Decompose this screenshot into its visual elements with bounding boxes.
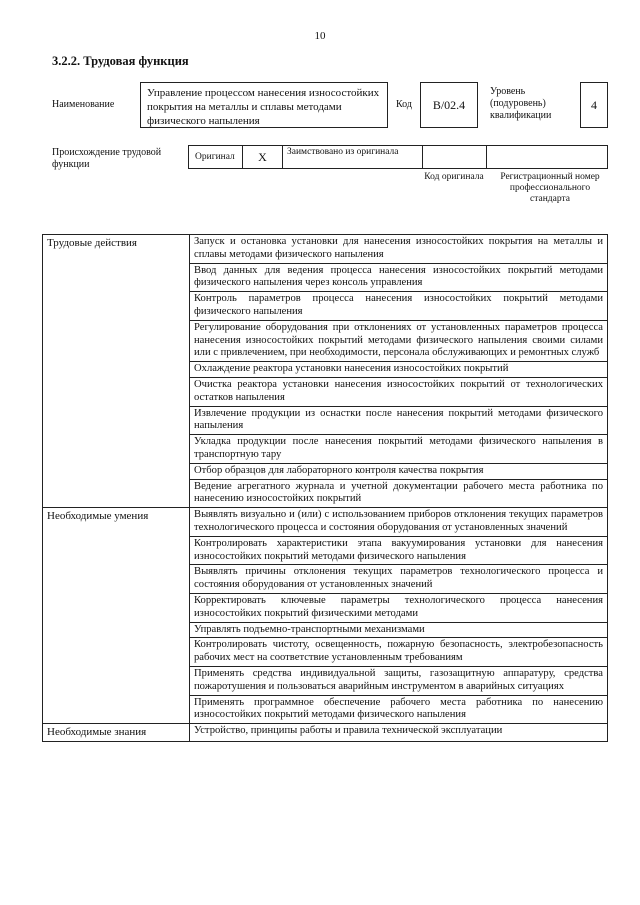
item-cell: Охлаждение реактора установки нанесения износостойких покрытий [190, 362, 608, 378]
function-table [42, 234, 608, 742]
item-cell: Выявлять причины отклонения текущих параметров технологического процесса и состояния оборудования от установленных значений [190, 565, 608, 594]
item-cell: Контроль параметров процесса нанесения износостойких покрытий методами физического напыления [190, 292, 608, 321]
level-value: 4 [580, 82, 608, 128]
section-title: 3.2.2. Трудовая функция [52, 54, 189, 68]
table-row [43, 235, 608, 264]
table-row [43, 724, 608, 742]
item-cell: Очистка реактора установки нанесения износостойких покрытий от технологических остатков напыления [190, 377, 608, 406]
origin-label: Происхождение трудовой функции [52, 147, 162, 170]
code-original-label: Код оригинала [424, 172, 484, 182]
origin-row [188, 145, 608, 169]
borrowed-label: Заимствовано из оригинала [283, 146, 423, 168]
item-cell: Ввод данных для ведения процесса нанесения износостойких покрытий методами физического напыления через консоль управления [190, 263, 608, 292]
item-cell: Отбор образцов для лабораторного контроля качества покрытия [190, 463, 608, 479]
original-label: Оригинал [189, 146, 243, 168]
category-cell: Необходимые умения [43, 508, 190, 724]
reg-number-label: Регистрационный номер профессионального стандарта [500, 172, 600, 204]
item-cell: Выявлять визуально и (или) с использованием приборов отклонения текущих параметров технологического процесса и состояния оборудования от установленных значений [190, 508, 608, 537]
item-cell: Укладка продукции после нанесения покрытий методами физического напыления в транспортную тару [190, 435, 608, 464]
item-cell: Запуск и остановка установки для нанесения износостойких покрытия на металлы и сплавы методами физического напыления [190, 235, 608, 264]
item-cell: Контролировать характеристики этапа вакуумирования установки для нанесения износостойких покрытий методами физического напыления [190, 536, 608, 565]
item-cell: Применять программное обеспечение рабочего места работника по нанесению износостойких покрытий методами физического напыления [190, 695, 608, 724]
item-cell: Извлечение продукции из оснастки после нанесения покрытий методами физического напыления [190, 406, 608, 435]
code-value: В/02.4 [420, 82, 478, 128]
item-cell: Управлять подъемно-транспортными механизмами [190, 622, 608, 638]
level-label: Уровень (подуровень) квалификации [490, 86, 552, 121]
category-cell: Трудовые действия [43, 235, 190, 508]
origin-reg-cell [487, 146, 607, 168]
item-cell: Корректировать ключевые параметры технологического процесса нанесения износостойких покрытий физическими методами [190, 593, 608, 622]
item-cell: Регулирование оборудования при отклонениях от установленных параметров процесса нанесения износостойких покрытий методами физического напыления своими силами или с привлечением, при необходимости, персонала обслуживающих и ремонтных служб [190, 320, 608, 361]
name-label: Наименование [52, 99, 115, 110]
code-label: Код [396, 99, 412, 110]
page-number: 10 [314, 30, 326, 42]
origin-code-cell [423, 146, 487, 168]
category-cell: Необходимые знания [43, 724, 190, 742]
item-cell: Ведение агрегатного журнала и учетной документации рабочего места работника по нанесению износостойких покрытий [190, 479, 608, 508]
item-cell: Устройство, принципы работы и правила технической эксплуатации [190, 724, 608, 742]
function-name: Управление процессом нанесения износостойких покрытия на металлы и сплавы методами физического напыления [140, 82, 388, 128]
item-cell: Применять средства индивидуальной защиты, газозащитную аппаратуру, средства пожаротушения и пользоваться аварийным инструментом в аварийных ситуациях [190, 666, 608, 695]
original-mark: X [243, 146, 283, 168]
item-cell: Контролировать чистоту, освещенность, пожарную безопасность, электробезопасность рабочих мест на соответствие установленным требованиям [190, 638, 608, 667]
table-row [43, 508, 608, 537]
